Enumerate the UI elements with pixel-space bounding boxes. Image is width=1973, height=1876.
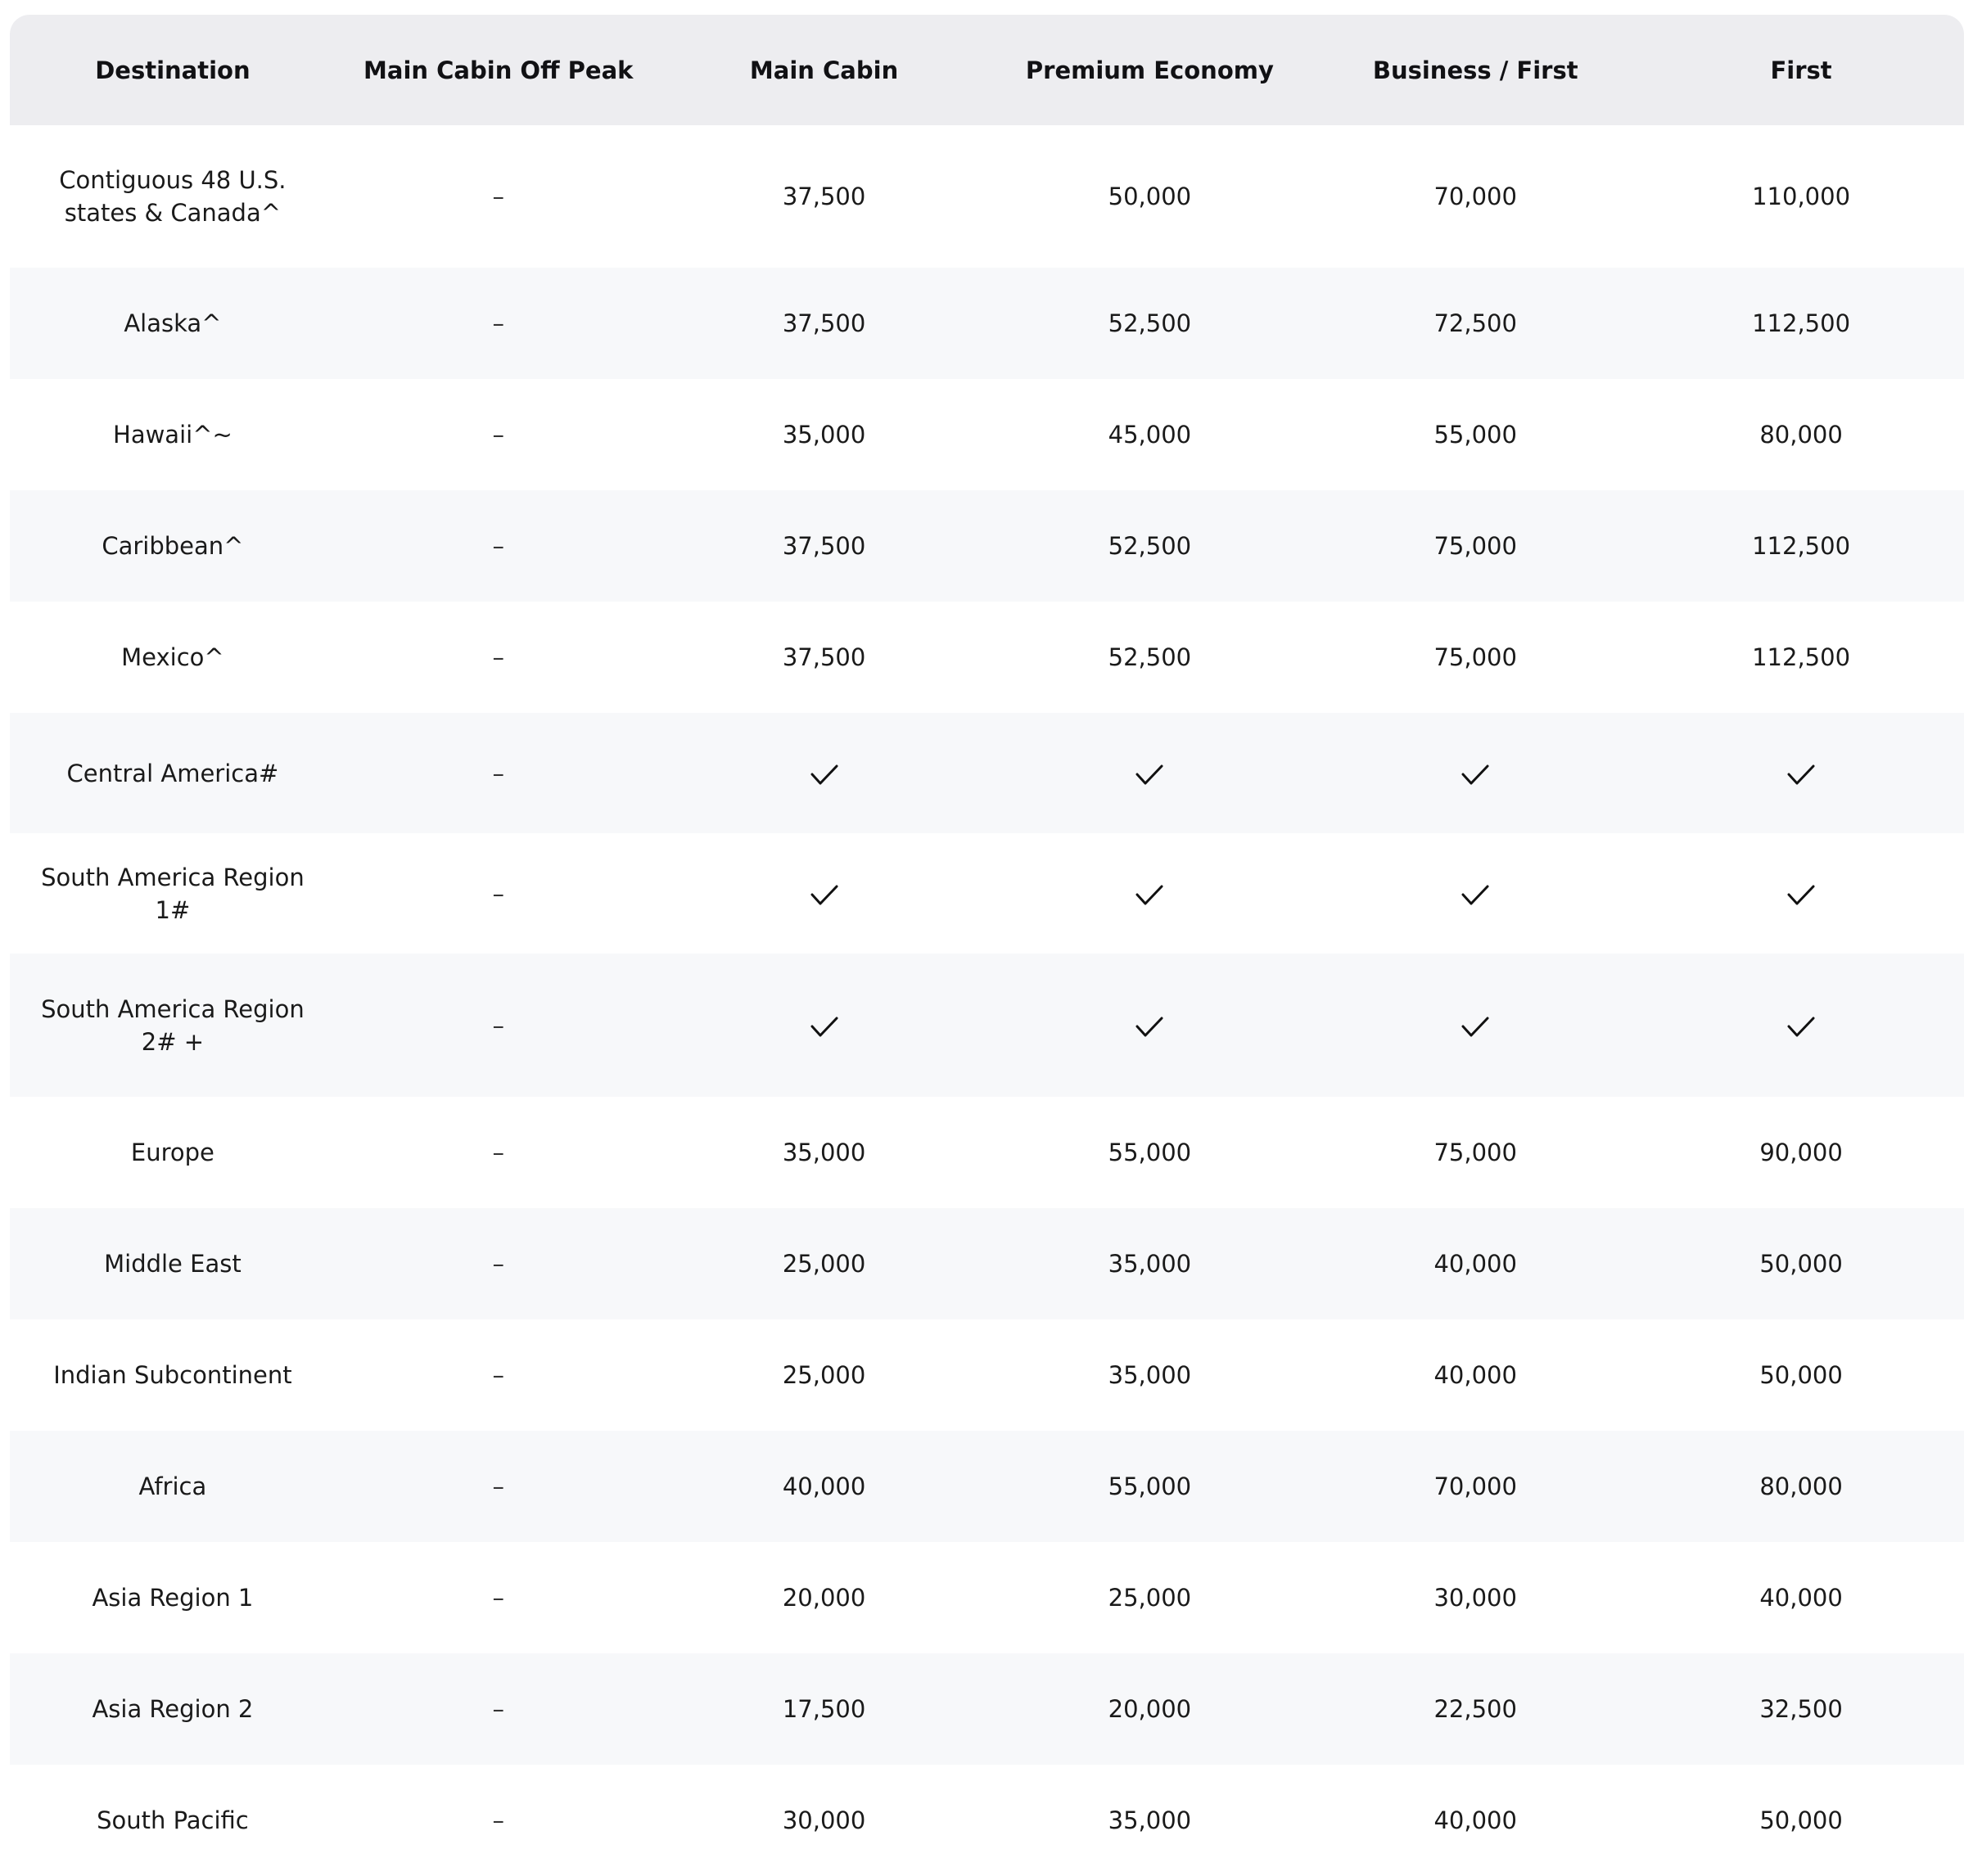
first-cell <box>1638 379 1964 490</box>
premium-economy-cell <box>986 1431 1312 1542</box>
destination-label: Contiguous 48 U.S. states & Canada^ <box>59 166 287 227</box>
checkmark-icon <box>1135 885 1163 906</box>
miles-value: 52,500 <box>1108 309 1192 337</box>
table-body <box>10 125 1964 1876</box>
destination-label: South America Region 2# + <box>41 994 305 1056</box>
miles-value: 25,000 <box>1108 1584 1192 1612</box>
miles-value: 45,000 <box>1108 421 1192 449</box>
miles-value: 35,000 <box>1108 1250 1192 1278</box>
first-cell <box>1638 268 1964 379</box>
main-cabin-cell <box>661 954 987 1097</box>
first-cell <box>1638 490 1964 602</box>
main-cabin-cell <box>661 1208 987 1319</box>
main-cabin-cell <box>661 1431 987 1542</box>
dash-text: – <box>492 1011 504 1039</box>
first-cell <box>1638 713 1964 833</box>
table-row <box>10 954 1964 1097</box>
column-header-destination: Destination <box>10 15 336 125</box>
off-peak-cell <box>336 268 661 379</box>
business-first-cell <box>1312 954 1638 1097</box>
checkmark-icon <box>1461 885 1489 906</box>
miles-value: 40,000 <box>1433 1806 1517 1834</box>
dash-text: – <box>492 1472 504 1500</box>
business-first-cell <box>1312 713 1638 833</box>
destination-label: Europe <box>130 1139 214 1166</box>
checkmark-icon <box>810 885 838 906</box>
business-first-cell <box>1312 1542 1638 1653</box>
column-header-first: First <box>1638 15 1964 125</box>
off-peak-cell <box>336 1542 661 1653</box>
business-first-cell <box>1312 1319 1638 1431</box>
miles-value: 72,500 <box>1433 309 1517 337</box>
premium-economy-cell <box>986 954 1312 1097</box>
miles-value: 50,000 <box>1759 1806 1843 1834</box>
destination-cell <box>10 1319 336 1431</box>
destination-label: Central America# <box>66 759 279 787</box>
table-row <box>10 379 1964 490</box>
premium-economy-cell <box>986 1097 1312 1208</box>
miles-value: 25,000 <box>782 1250 866 1278</box>
dash-text: – <box>492 1250 504 1278</box>
table-row <box>10 490 1964 602</box>
destination-label: Mexico^ <box>121 643 224 671</box>
checkmark-icon <box>1787 764 1815 786</box>
premium-economy-cell <box>986 1765 1312 1876</box>
off-peak-cell <box>336 1431 661 1542</box>
table-header-row <box>10 15 1964 125</box>
table-row <box>10 268 1964 379</box>
destination-cell <box>10 602 336 713</box>
premium-economy-cell <box>986 490 1312 602</box>
award-chart-table-container <box>10 15 1964 1876</box>
premium-economy-cell <box>986 379 1312 490</box>
checkmark-icon <box>1135 1017 1163 1038</box>
main-cabin-cell <box>661 713 987 833</box>
destination-cell <box>10 833 336 954</box>
miles-value: 50,000 <box>1759 1361 1843 1389</box>
main-cabin-cell <box>661 602 987 713</box>
main-cabin-cell <box>661 379 987 490</box>
premium-economy-cell <box>986 125 1312 268</box>
miles-value: 55,000 <box>1433 421 1517 449</box>
business-first-cell <box>1312 1431 1638 1542</box>
miles-value: 52,500 <box>1108 643 1192 671</box>
miles-value: 55,000 <box>1108 1139 1192 1166</box>
off-peak-cell <box>336 1653 661 1765</box>
first-cell <box>1638 1319 1964 1431</box>
dash-text: – <box>492 421 504 449</box>
miles-value: 112,500 <box>1752 643 1851 671</box>
off-peak-cell <box>336 954 661 1097</box>
miles-value: 110,000 <box>1752 183 1851 210</box>
business-first-cell <box>1312 379 1638 490</box>
miles-value: 50,000 <box>1759 1250 1843 1278</box>
main-cabin-cell <box>661 1765 987 1876</box>
main-cabin-cell <box>661 490 987 602</box>
miles-value: 30,000 <box>782 1806 866 1834</box>
table-row <box>10 1319 1964 1431</box>
first-cell <box>1638 1653 1964 1765</box>
table-row <box>10 125 1964 268</box>
checkmark-icon <box>810 1017 838 1038</box>
miles-value: 75,000 <box>1433 1139 1517 1166</box>
premium-economy-cell <box>986 1653 1312 1765</box>
destination-cell <box>10 954 336 1097</box>
business-first-cell <box>1312 268 1638 379</box>
destination-cell <box>10 268 336 379</box>
destination-cell <box>10 1431 336 1542</box>
business-first-cell <box>1312 1653 1638 1765</box>
miles-value: 40,000 <box>782 1472 866 1500</box>
miles-value: 40,000 <box>1759 1584 1843 1612</box>
destination-label: Caribbean^ <box>102 532 244 560</box>
business-first-cell <box>1312 125 1638 268</box>
destination-cell <box>10 1097 336 1208</box>
dash-text: – <box>492 309 504 337</box>
destination-label: Indian Subcontinent <box>53 1361 292 1389</box>
business-first-cell <box>1312 1097 1638 1208</box>
destination-label: Hawaii^~ <box>113 421 233 449</box>
destination-cell <box>10 379 336 490</box>
dash-text: – <box>492 1361 504 1389</box>
first-cell <box>1638 125 1964 268</box>
off-peak-cell <box>336 1765 661 1876</box>
dash-text: – <box>492 183 504 210</box>
first-cell <box>1638 1208 1964 1319</box>
destination-cell <box>10 125 336 268</box>
checkmark-icon <box>810 764 838 786</box>
destination-cell <box>10 1653 336 1765</box>
off-peak-cell <box>336 602 661 713</box>
destination-cell <box>10 1765 336 1876</box>
table-row <box>10 833 1964 954</box>
off-peak-cell <box>336 1097 661 1208</box>
table-row <box>10 1653 1964 1765</box>
dash-text: – <box>492 1695 504 1723</box>
table-row <box>10 1765 1964 1876</box>
miles-value: 80,000 <box>1759 1472 1843 1500</box>
first-cell <box>1638 602 1964 713</box>
table-row <box>10 1097 1964 1208</box>
column-header-main-cabin: Main Cabin <box>661 15 987 125</box>
miles-value: 50,000 <box>1108 183 1192 210</box>
first-cell <box>1638 1542 1964 1653</box>
destination-label: South Pacific <box>97 1806 249 1834</box>
dash-text: – <box>492 1806 504 1834</box>
premium-economy-cell <box>986 1208 1312 1319</box>
miles-value: 70,000 <box>1433 183 1517 210</box>
destination-cell <box>10 713 336 833</box>
miles-value: 37,500 <box>782 183 866 210</box>
business-first-cell <box>1312 1765 1638 1876</box>
award-chart-table <box>10 15 1964 1876</box>
miles-value: 25,000 <box>782 1361 866 1389</box>
dash-text: – <box>492 1584 504 1612</box>
main-cabin-cell <box>661 1097 987 1208</box>
table-row <box>10 1542 1964 1653</box>
table-row <box>10 713 1964 833</box>
dash-text: – <box>492 532 504 560</box>
off-peak-cell <box>336 490 661 602</box>
miles-value: 37,500 <box>782 532 866 560</box>
checkmark-icon <box>1461 764 1489 786</box>
off-peak-cell <box>336 833 661 954</box>
miles-value: 35,000 <box>1108 1361 1192 1389</box>
miles-value: 32,500 <box>1759 1695 1843 1723</box>
first-cell <box>1638 1097 1964 1208</box>
destination-label: Asia Region 2 <box>92 1695 254 1723</box>
destination-cell <box>10 1542 336 1653</box>
table-row <box>10 1208 1964 1319</box>
destination-label: Africa <box>138 1472 207 1500</box>
business-first-cell <box>1312 1208 1638 1319</box>
miles-value: 35,000 <box>1108 1806 1192 1834</box>
checkmark-icon <box>1787 1017 1815 1038</box>
miles-value: 35,000 <box>782 1139 866 1166</box>
dash-text: – <box>492 879 504 908</box>
miles-value: 20,000 <box>782 1584 866 1612</box>
off-peak-cell <box>336 713 661 833</box>
first-cell <box>1638 833 1964 954</box>
miles-value: 70,000 <box>1433 1472 1517 1500</box>
business-first-cell <box>1312 833 1638 954</box>
destination-label: Middle East <box>104 1250 242 1278</box>
dash-text: – <box>492 1139 504 1166</box>
dash-text: – <box>492 759 504 787</box>
destination-label: Asia Region 1 <box>92 1584 254 1612</box>
first-cell <box>1638 1431 1964 1542</box>
column-header-main-cabin-off-peak: Main Cabin Off Peak <box>336 15 661 125</box>
miles-value: 40,000 <box>1433 1250 1517 1278</box>
miles-value: 52,500 <box>1108 532 1192 560</box>
premium-economy-cell <box>986 268 1312 379</box>
main-cabin-cell <box>661 268 987 379</box>
table-row <box>10 602 1964 713</box>
main-cabin-cell <box>661 125 987 268</box>
miles-value: 80,000 <box>1759 421 1843 449</box>
premium-economy-cell <box>986 602 1312 713</box>
premium-economy-cell <box>986 833 1312 954</box>
checkmark-icon <box>1787 885 1815 906</box>
column-header-premium-economy: Premium Economy <box>986 15 1312 125</box>
miles-value: 22,500 <box>1433 1695 1517 1723</box>
main-cabin-cell <box>661 1653 987 1765</box>
off-peak-cell <box>336 1319 661 1431</box>
miles-value: 35,000 <box>782 421 866 449</box>
first-cell <box>1638 1765 1964 1876</box>
off-peak-cell <box>336 125 661 268</box>
business-first-cell <box>1312 602 1638 713</box>
miles-value: 90,000 <box>1759 1139 1843 1166</box>
main-cabin-cell <box>661 1542 987 1653</box>
miles-value: 30,000 <box>1433 1584 1517 1612</box>
destination-label: South America Region 1# <box>41 863 305 924</box>
table-row <box>10 1431 1964 1542</box>
dash-text: – <box>492 643 504 671</box>
miles-value: 55,000 <box>1108 1472 1192 1500</box>
premium-economy-cell <box>986 713 1312 833</box>
column-header-business-first: Business / First <box>1312 15 1638 125</box>
miles-value: 37,500 <box>782 643 866 671</box>
off-peak-cell <box>336 1208 661 1319</box>
destination-cell <box>10 490 336 602</box>
premium-economy-cell <box>986 1319 1312 1431</box>
off-peak-cell <box>336 379 661 490</box>
checkmark-icon <box>1461 1017 1489 1038</box>
miles-value: 20,000 <box>1108 1695 1192 1723</box>
first-cell <box>1638 954 1964 1097</box>
miles-value: 40,000 <box>1433 1361 1517 1389</box>
business-first-cell <box>1312 490 1638 602</box>
destination-cell <box>10 1208 336 1319</box>
miles-value: 75,000 <box>1433 643 1517 671</box>
miles-value: 75,000 <box>1433 532 1517 560</box>
miles-value: 17,500 <box>782 1695 866 1723</box>
premium-economy-cell <box>986 1542 1312 1653</box>
main-cabin-cell <box>661 1319 987 1431</box>
main-cabin-cell <box>661 833 987 954</box>
miles-value: 112,500 <box>1752 532 1851 560</box>
miles-value: 37,500 <box>782 309 866 337</box>
destination-label: Alaska^ <box>124 309 222 337</box>
checkmark-icon <box>1135 764 1163 786</box>
miles-value: 112,500 <box>1752 309 1851 337</box>
